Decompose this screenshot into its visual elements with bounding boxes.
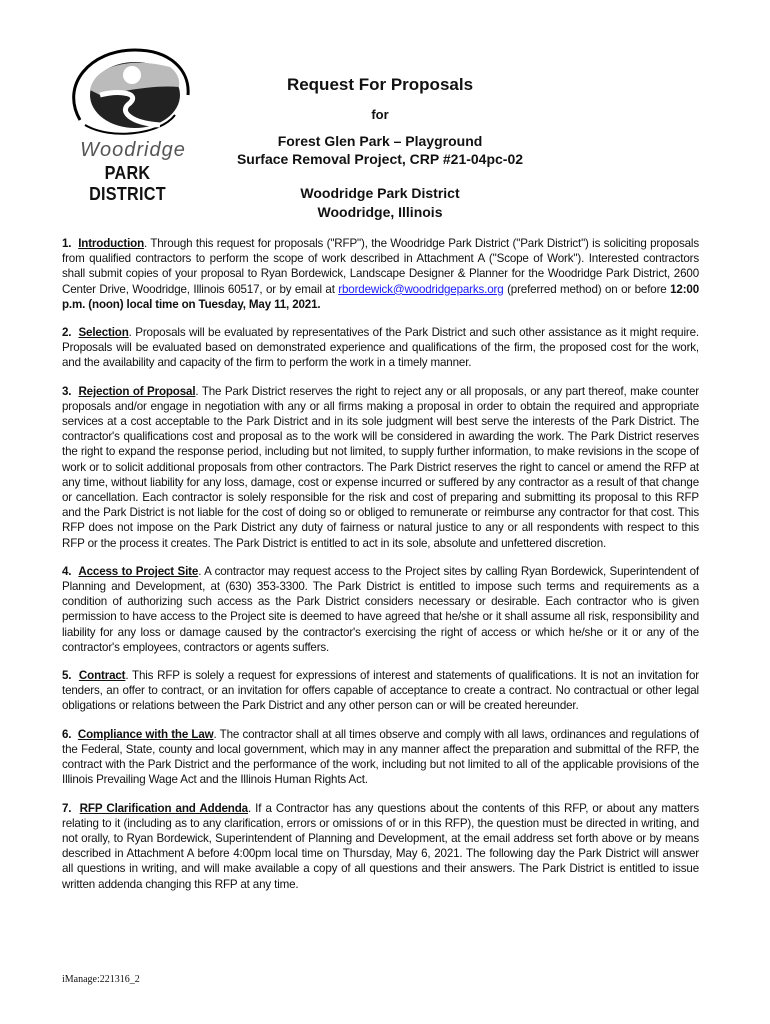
section-selection [62, 325, 699, 371]
section-number: 4. [62, 564, 72, 578]
section-rejection-of-proposal [62, 384, 699, 551]
organization-name: Woodridge Park District [300, 185, 460, 201]
document-title: Request For Proposals [286, 75, 474, 94]
section-heading: Compliance with the Law [77, 727, 214, 741]
title-for: for [371, 107, 389, 122]
section-number: 5. [62, 669, 72, 683]
section-compliance-with-the-law [62, 727, 699, 788]
section-text: . Proposals will be evaluated by representatives of the Park District and such other assistance as it might require. Proposals will be evaluated based on demonstrated experience and qualifications of the firm, the proposed cost for the work, and the availability and capacity of the firm to perform the work in a timely manner. [62, 326, 699, 370]
section-introduction [62, 236, 699, 312]
section-text: . This RFP is solely a request for expressions of interest and statements of qualifications. It is not an invitation for tenders, an offer to contract, or an invitation for offers capable of acceptance to create a contract. No contractual or other legal obligations or relations between the Park District and any other person can or will be created hereunder. [62, 669, 699, 713]
section-number: 2. [62, 326, 72, 340]
section-text: . The contractor shall at all times observe and comply with all laws, ordinances and regulations of the Federal, State, county and local government, which may in any manner affect the preparation and submittal of the RFP, the contract with the Park District and the performance of the work, including but not limited to all of the applicable provisions of the Illinois Prevailing Wage Act and the Illinois Human Rights Act. [62, 727, 699, 787]
section-heading: Rejection of Proposal [78, 384, 196, 398]
section-text: . Through this request for proposals ("RFP"), the Woodridge Park District ("Park District") is soliciting proposals from qualified contractors to perform the scope of work described in Attachment A ("Scope of Work"). Interested contractors shall submit copies of your proposal to Ryan Bordewick, Landscape Designer & Planner for the Woodridge Park District, 2600 Center Drive, Woodridge, Illinois 60517, or by email at [62, 237, 699, 296]
document-body [62, 236, 699, 905]
section-heading: Access to Project Site [78, 564, 199, 578]
logo-text-park-district: PARK DISTRICT [89, 163, 166, 204]
section-heading: Contract [78, 669, 126, 683]
email-link[interactable]: rbordewick@woodridgeparks.org [338, 282, 504, 296]
section-text: . A contractor may request access to the Project sites by calling Ryan Bordewick, Superintendent of Planning and Development, at (630) 353-3300. The Park District is entitled to impose such terms and requirements as a condition of authorizing such access as the Park District considers necessary or desirable. Each contractor who is given permission to have access to the Project site is deemed to have agreed that he/she or it shall assume all risk, responsibility and liability for any loss or damage caused by the contractor's exercising the right of access or which he/she or it or any of the contractor's employees, contractors or agents suffers. [62, 564, 699, 654]
section-text: (preferred method) on or before [503, 282, 671, 296]
project-name-line2: Surface Removal Project, CRP #21-04pc-02 [236, 151, 524, 167]
section-number: 7. [62, 801, 72, 815]
section-text: . If a Contractor has any questions about the contents of this RFP, or about any matters relating to it (including as to any clarification, errors or omissions of or in this RFP), the question must be directed in writing, and not orally, to Ryan Bordewick, Superintendent of Planning and Development, at the email address set forth above or by means described in Attachment A before 4:00pm local time on Thursday, May 6, 2021. The following day the Park District will answer all questions in writing, and will make available a copy of all questions and their answers. The Park District is entitled to issue written addenda changing this RFP at any time. [62, 801, 699, 891]
woodridge-park-district-logo [60, 45, 195, 204]
document-footer-id: iManage:221316_2 [62, 974, 140, 985]
section-contract [62, 668, 699, 714]
logo-emblem-icon [60, 45, 195, 140]
section-number: 6. [62, 727, 72, 741]
section-rfp-clarification-and-addenda [62, 801, 699, 892]
organization-location: Woodridge, Illinois [317, 204, 443, 220]
section-number: 1. [62, 237, 72, 250]
document-header [200, 75, 560, 221]
section-heading: Introduction [78, 237, 145, 250]
section-heading: RFP Clarification and Addenda [79, 801, 248, 815]
deadline: 12:00 p.m. (noon) local time on Tuesday, May 11, 2021. [62, 282, 699, 311]
project-name-line1: Forest Glen Park – Playground [277, 133, 483, 149]
logo-text-woodridge: Woodridge [80, 139, 186, 161]
section-heading: Selection [78, 326, 129, 340]
section-text: . The Park District reserves the right to reject any or all proposals, or any part thereof, make counter proposals and/or engage in negotiation with any or all firms making a proposal in order to obtain the required and appropriate services at a cost acceptable to the Park District and in its sole judgment will best serve the interests of the Park District. The contractor's qualifications cost and proposal as to the work will be considered in awarding the work. The Park District reserves the right to expand the response period, including but not limited, to supply further information, to make revisions in the scope of work or to solicit additional proposals from other contractors. The Park District reserves the right to cancel or amend the RFP at any time, without liability for any loss, damage, cost or expense incurred or suffered by any contractor as a result of that change or cancellation. Each contractor is solely responsible for the risk and cost of preparing and submitting its proposal to this RFP and the Park District is not liable for the cost of doing so or obliged to remunerate or reimburse any contractor for that cost. This RFP does not impose on the Park District any duty of fairness or natural justice to any or all respondents with respect to this RFP or the process it creates. The Park District is entitled to act in its sole, absolute and unfettered discretion. [62, 384, 699, 550]
section-number: 3. [62, 384, 72, 398]
section-access-to-project-site [62, 564, 699, 655]
